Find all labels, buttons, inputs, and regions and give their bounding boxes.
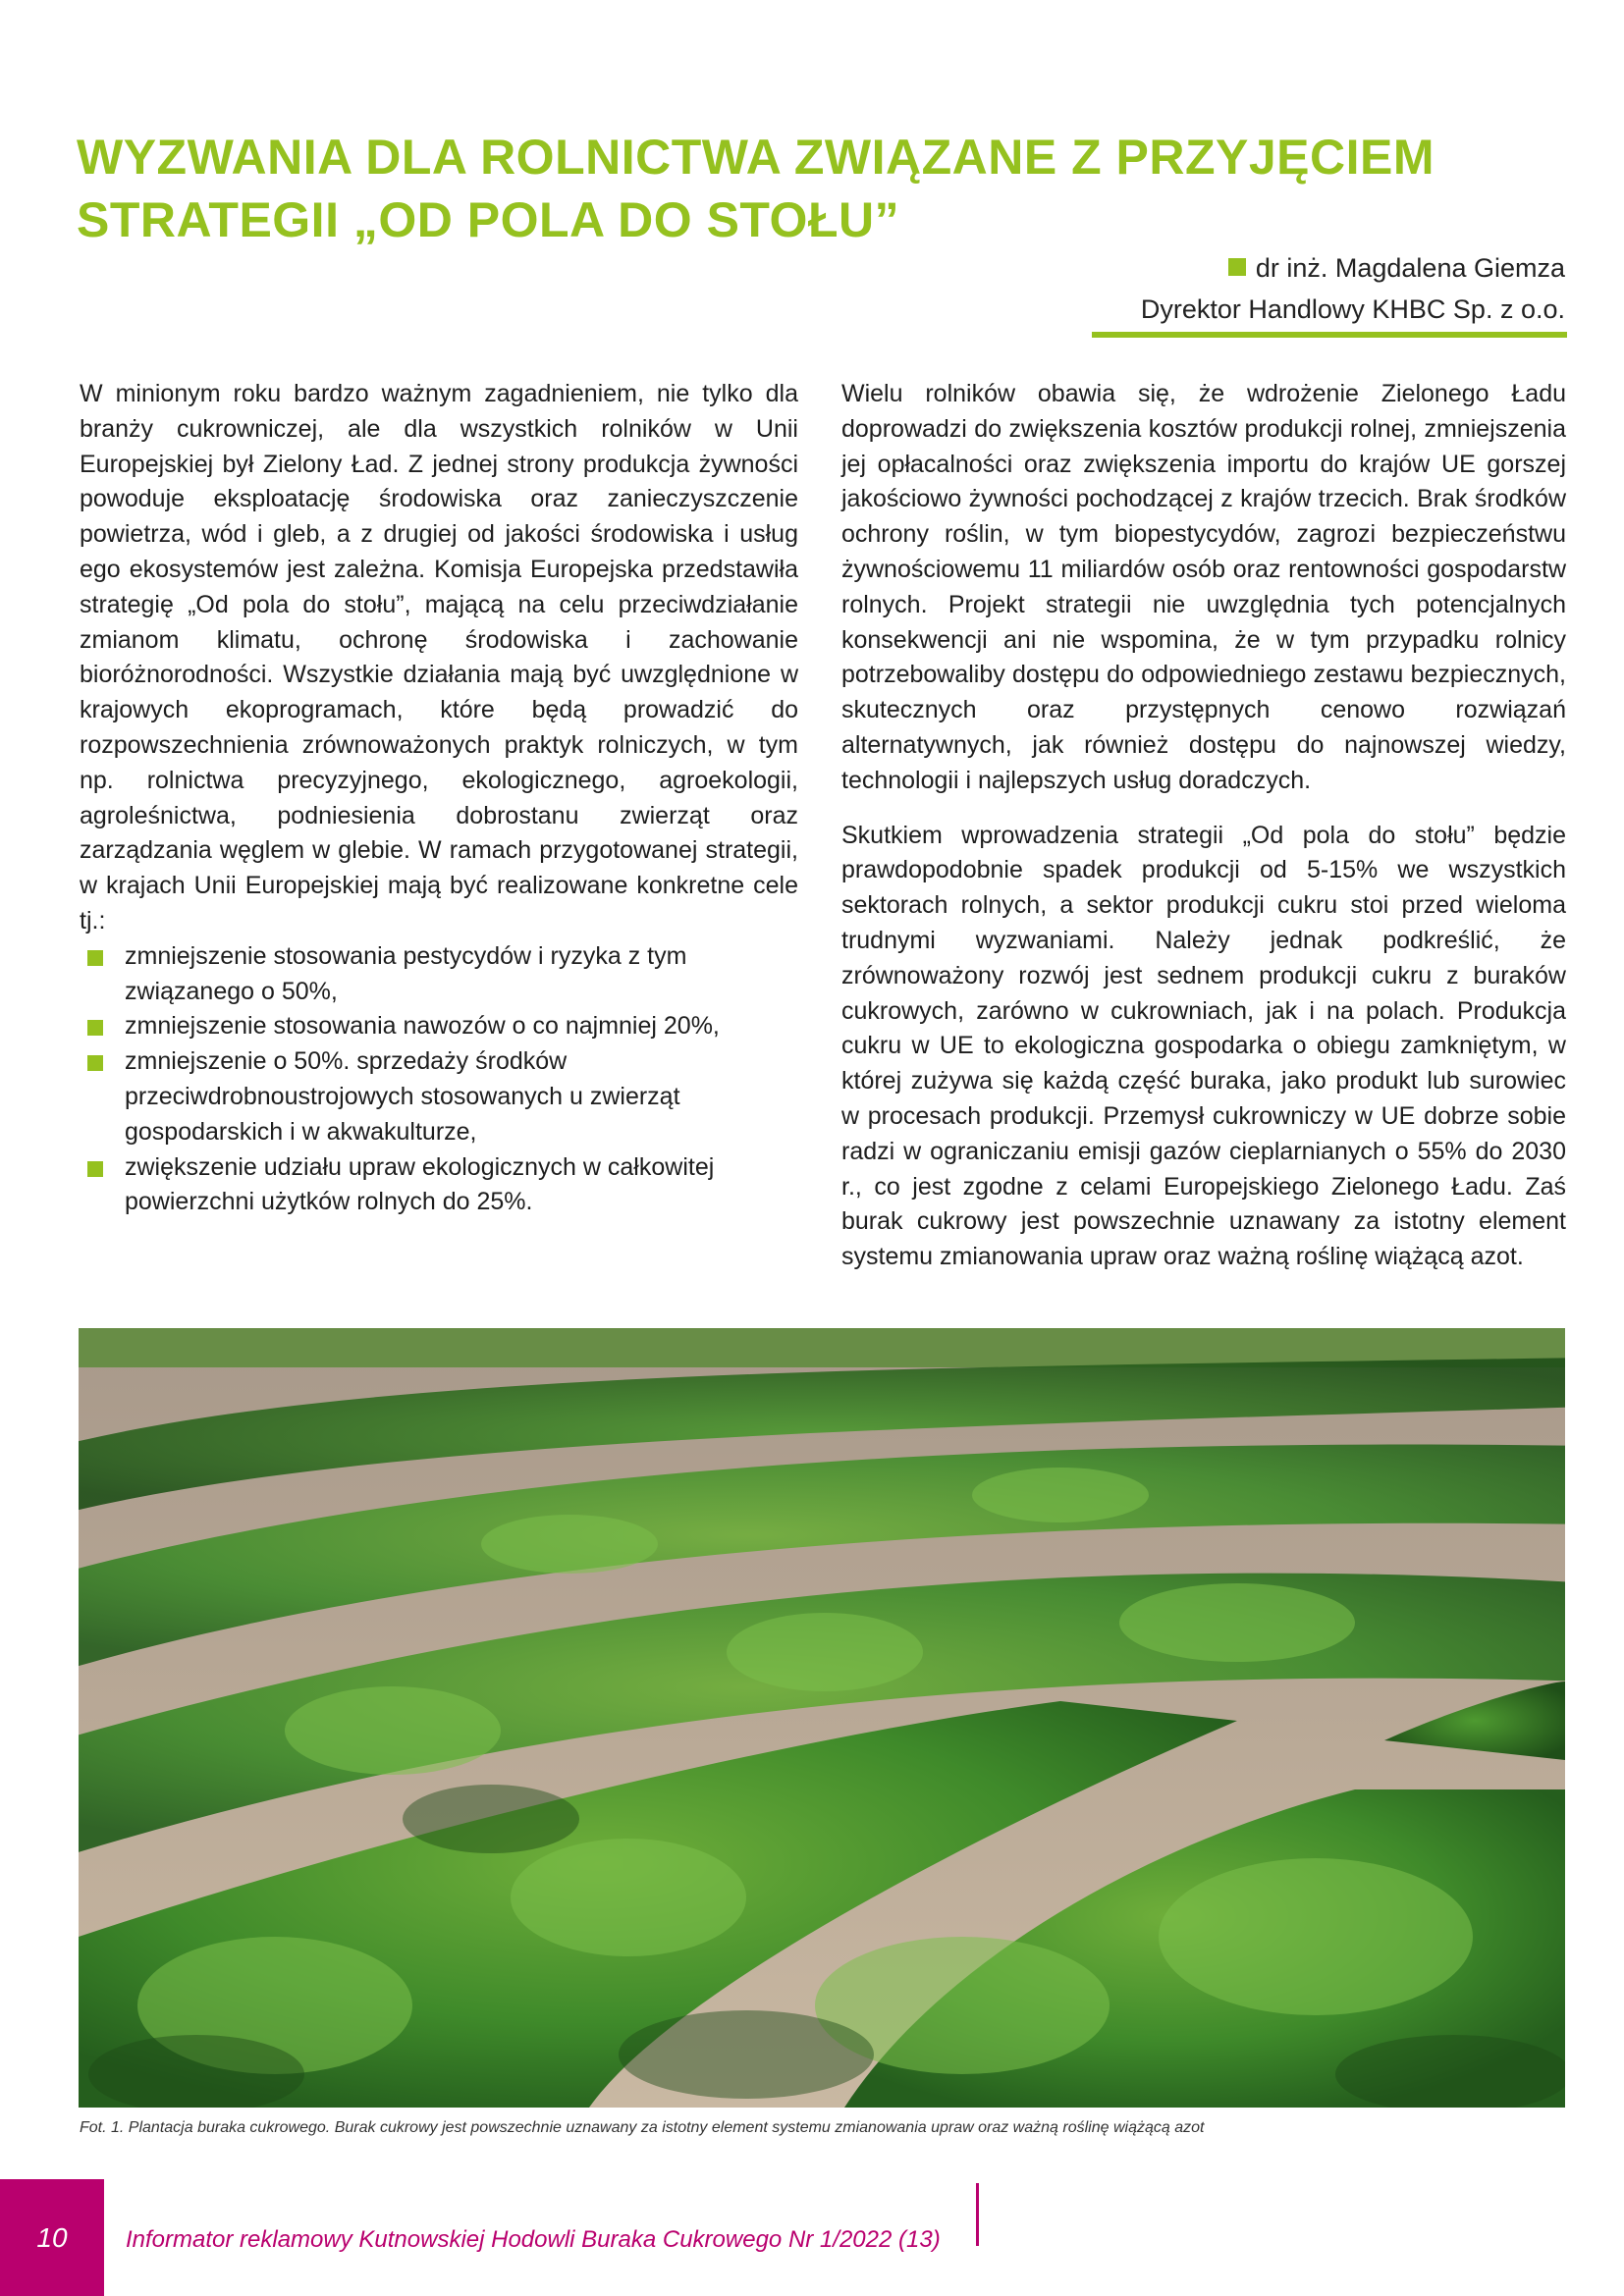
paragraph-strategy-effects: Skutkiem wprowadzenia strategii „Od pola do stołu” będzie prawdopodobnie spadek produkcji od 5-15% we wszystkich sektorach rolnych, a sektor produkcji cukru stoi przed wieloma trudnymi wyzwaniami. Należy jednak podkreślić, że zrównoważony rozwój jest sednem produkcji cukru z buraków cukrowych, zarówno w cukrowniach, jak i na polach. Produkcja cukru w UE to ekologiczna gospodarka o obiegu zamkniętym, w której zużywa się każdą część buraka, jako produkt lub surowiec w procesach produkcji. Przemysł cukrowniczy w UE dobrze sobie radzi w ograniczaniu emisji gazów cieplarnianych o 55% do 2030 r., co jest zgodne z celami Europejskiego Zielonego Ładu. Zaś burak cukrowy jest powszechnie uznawany za istotny element systemu zmianowania upraw oraz ważną roślinę wiążącą azot. [841, 821, 1566, 1271]
square-bullet-icon [87, 1161, 103, 1177]
goal-text: zmniejszenie stosowania pestycydów i ryzyka z tym związanego o 50%, [125, 941, 687, 1005]
sugar-beet-field-photo [79, 1328, 1565, 2108]
page-number: 10 [0, 2179, 104, 2296]
publication-title: Informator reklamowy Kutnowskiej Hodowli Buraka Cukrowego Nr 1/2022 (13) [126, 2226, 941, 2253]
square-bullet-icon [1228, 258, 1246, 276]
paragraph-farmers-concerns: Wielu rolników obawia się, że wdrożenie Zielonego Ładu doprowadzi do zwiększenia kosztów produkcji rolnej, zmniejszenia jej opłacalności oraz zwiększenia importu do krajów UE gorszej jakościowo żywności pochodzącej z krajów trzecich. Brak środków ochrony roślin, w tym biopestycydów, zagrozi bezpieczeństwu żywnościowemu 11 miliardów osób oraz rentowności gospodarstw rolnych. Projekt strategii nie uwzględnia tych potencjalnych konsekwencji ani nie wspomina, że w tym przypadku rolnicy potrzebowaliby dostępu do odpowiedniego zestawu bezpiecznych, skutecznych oraz przystępnych cenowo rozwiązań alternatywnych, jak również dostępu do najnowszej wiedzy, technologii i najlepszych usług doradczych. [841, 380, 1566, 794]
goal-item [125, 1044, 798, 1149]
goals-list [80, 939, 798, 1220]
square-bullet-icon [87, 950, 103, 966]
left-column [80, 377, 798, 1220]
right-column [841, 377, 1566, 1275]
article-title [77, 126, 1569, 251]
author-underline [1092, 332, 1567, 338]
goal-text: zwiększenie udziału upraw ekologicznych w całkowitej powierzchni użytków rolnych do 25%. [125, 1152, 715, 1216]
goal-item [125, 1150, 798, 1221]
goal-text: zmniejszenie stosowania nawozów o co najmniej 20%, [125, 1012, 720, 1041]
author-name: dr inż. Magdalena Giemza [1255, 253, 1565, 283]
article-title-line-2: STRATEGII „OD POLA DO STOŁU” [77, 192, 900, 247]
intro-paragraph: W minionym roku bardzo ważnym zagadnieniem, nie tylko dla branży cukrowniczej, ale dla wszystkich rolników w Unii Europejskiej był Zielony Ład. Z jednej strony produkcja żywności powoduje eksploatację środowiska oraz zanieczyszczenie powietrza, wód i gleb, a z drugiej od jakości środowiska i usług ego ekosystemów jest zależna. Komisja Europejska przedstawiła strategię „Od pola do stołu”, mającą na celu przeciwdziałanie zmianom klimatu, ochronę środowiska i zachowanie bioróżnorodności. Wszystkie działania mają być uwzględnione w krajowych ekoprogramach, które będą prowadzić do rozpowszechnienia zrównoważonych praktyk rolniczych, w tym np. rolnictwa precyzyjnego, ekologicznego, agroekologii, agroleśnictwa, podniesienia dobrostanu zwierząt oraz zarządzania węglem w glebie. W ramach przygotowanej strategii, w krajach Unii Europejskiej mają być realizowane konkretne cele tj.: [80, 380, 798, 934]
square-bullet-icon [87, 1055, 103, 1071]
author-block [1141, 247, 1565, 330]
goal-item [125, 939, 798, 1010]
square-bullet-icon [87, 1020, 103, 1036]
footer-divider [976, 2183, 979, 2246]
goal-text: zmniejszenie o 50%. sprzedaży środków przeciwdrobnoustrojowych stosowanych u zwierząt gospodarskich i w akwakulturze, [125, 1047, 680, 1146]
sugar-beet-field-illustration [79, 1328, 1565, 2108]
goal-item [125, 1009, 798, 1044]
photo-caption: Fot. 1. Plantacja buraka cukrowego. Burak cukrowy jest powszechnie uznawany za istotny element systemu zmianowania upraw oraz ważną roślinę wiążącą azot [80, 2119, 1205, 2136]
article-title-line-1: WYZWANIA DLA ROLNICTWA ZWIĄZANE Z PRZYJĘCIEM [77, 130, 1435, 185]
author-role: Dyrektor Handlowy KHBC Sp. z o.o. [1140, 294, 1565, 324]
